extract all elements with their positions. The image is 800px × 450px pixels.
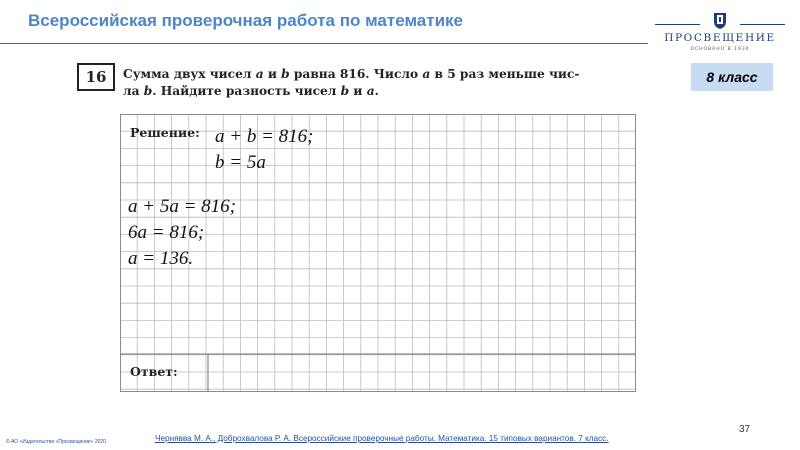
page-title: Всероссийская проверочная работа по математике bbox=[28, 11, 463, 30]
answer-grid bbox=[120, 114, 636, 392]
logo-line-left bbox=[655, 24, 700, 25]
handwritten-line-3: a + 5a = 816; bbox=[128, 196, 236, 217]
handwritten-line-1: a + b = 816; bbox=[215, 126, 314, 147]
solution-label: Решение: bbox=[130, 125, 200, 140]
answer-label: Ответ: bbox=[130, 364, 178, 379]
copyright: © АО «Издательство «Просвещение» 2020 bbox=[6, 439, 106, 445]
grade-badge: 8 класс bbox=[691, 63, 773, 91]
header-divider bbox=[0, 43, 648, 44]
logo-name: ПРОСВЕЩЕНИЕ bbox=[664, 32, 776, 44]
source-link[interactable]: Чернявва М. А., Доброхвалова Р. А. Всероссийские проверочные работы. Математика. 15 типовых вариантов. 7 класс. bbox=[155, 434, 609, 443]
task-number: 16 bbox=[77, 63, 115, 91]
logo-founded: ОСНОВАНО В 1930 bbox=[690, 47, 750, 52]
handwritten-line-2: b = 5a bbox=[215, 152, 266, 173]
task-statement bbox=[123, 66, 643, 100]
task-line-2: ла b. Найдите разность чисел b и a. bbox=[123, 84, 379, 98]
task-line-1: Сумма двух чисел a и b равна 816. Число a в 5 раз меньше чис- bbox=[123, 67, 580, 81]
handwritten-line-5: a = 136. bbox=[128, 248, 194, 269]
page-number: 37 bbox=[739, 424, 751, 435]
shield-icon bbox=[713, 12, 727, 30]
publisher-logo bbox=[655, 10, 785, 60]
logo-line-right bbox=[740, 24, 785, 25]
handwritten-line-4: 6a = 816; bbox=[128, 222, 205, 243]
